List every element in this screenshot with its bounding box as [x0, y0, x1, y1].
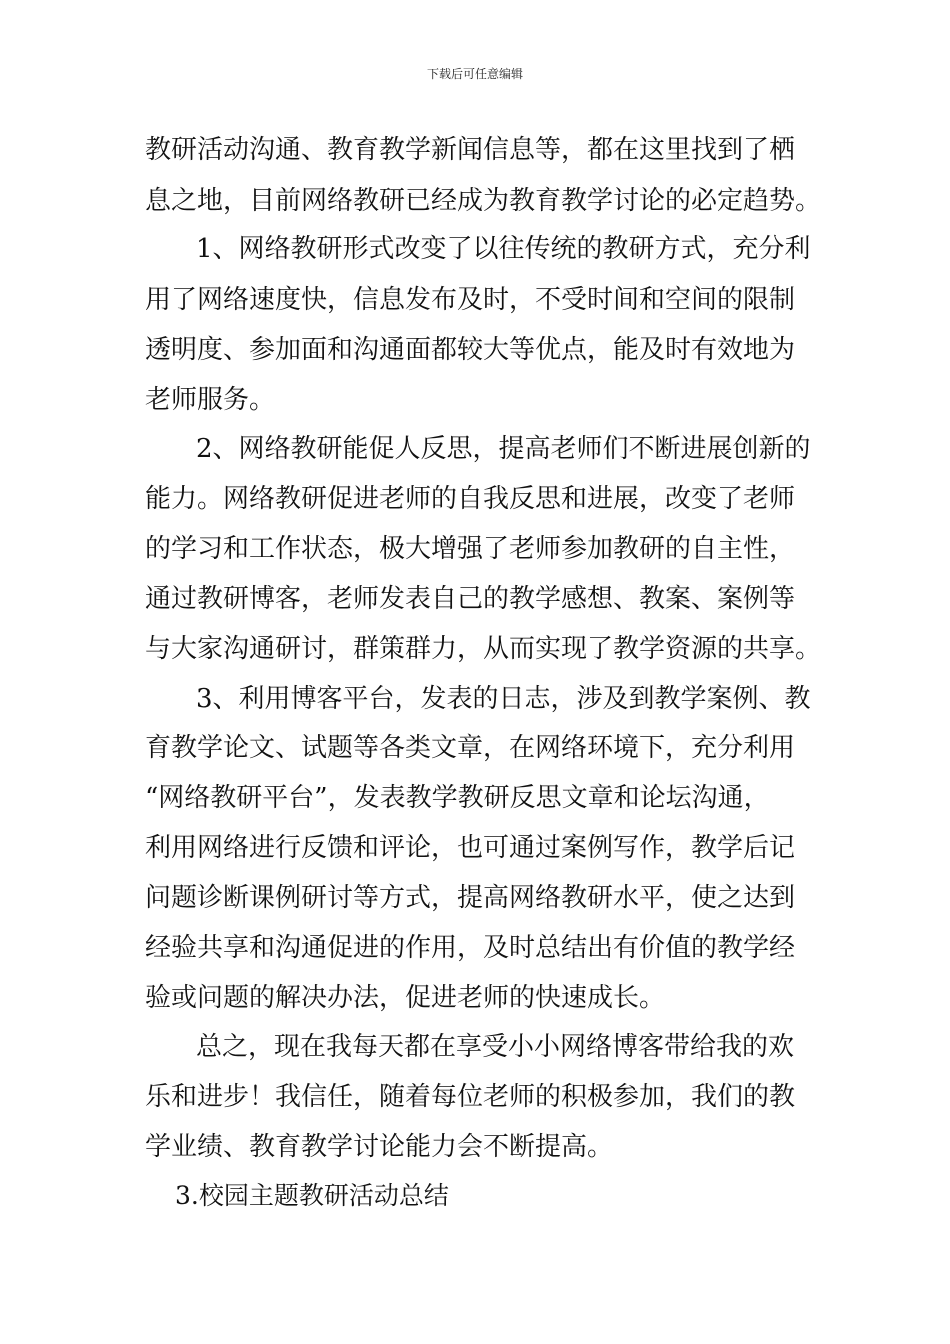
- text-line: 能力。网络教研促进老师的自我反思和进展，改变了老师: [145, 484, 796, 514]
- text-line: 透明度、参加面和沟通面都较大等优点，能及时有效地为: [145, 335, 796, 365]
- page-header: 下载后可任意编辑: [426, 67, 523, 81]
- text-line: 的学习和工作状态，极大增强了老师参加教研的自主性，: [145, 534, 796, 564]
- text-line: 通过教研博客，老师发表自己的教学感想、教案、案例等: [145, 584, 796, 614]
- text-line: “网络教研平台”，发表教学教研反思文章和论坛沟通，: [145, 783, 770, 813]
- text-line: 育教学论文、试题等各类文章，在网络环境下，充分利用: [145, 733, 796, 763]
- text-line: 学业绩、教育教学讨论能力会不断提高。: [145, 1132, 614, 1162]
- paragraph-start-line: 1、网络教研形式改变了以往传统的教研方式，充分利: [196, 234, 811, 264]
- paragraph-start-line: 3、利用博客平台，发表的日志，涉及到教学案例、教: [196, 684, 811, 714]
- text-line: 用了网络速度快，信息发布及时，不受时间和空间的限制: [145, 285, 796, 315]
- paragraph-start-line: 总之，现在我每天都在享受小小网络博客带给我的欢: [196, 1032, 795, 1062]
- text-line: 与大家沟通研讨，群策群力，从而实现了教学资源的共享。: [145, 634, 822, 664]
- text-line: 息之地，目前网络教研已经成为教育教学讨论的必定趋势。: [145, 186, 822, 216]
- text-line: 老师服务。: [145, 385, 276, 415]
- section-heading: 3.校园主题教研活动总结: [175, 1181, 449, 1210]
- text-line: 乐和进步！我信任，随着每位老师的积极参加，我们的教: [145, 1082, 796, 1112]
- text-line: 教研活动沟通、教育教学新闻信息等，都在这里找到了栖: [145, 135, 796, 165]
- text-line: 经验共享和沟通促进的作用，及时总结出有价值的教学经: [145, 933, 796, 963]
- paragraph-start-line: 2、网络教研能促人反思，提高老师们不断进展创新的: [196, 434, 811, 464]
- text-line: 验或问题的解决办法，促进老师的快速成长。: [145, 983, 666, 1013]
- text-line: 问题诊断课例研讨等方式，提高网络教研水平，使之达到: [145, 883, 796, 913]
- text-line: 利用网络进行反馈和评论，也可通过案例写作，教学后记: [145, 833, 796, 863]
